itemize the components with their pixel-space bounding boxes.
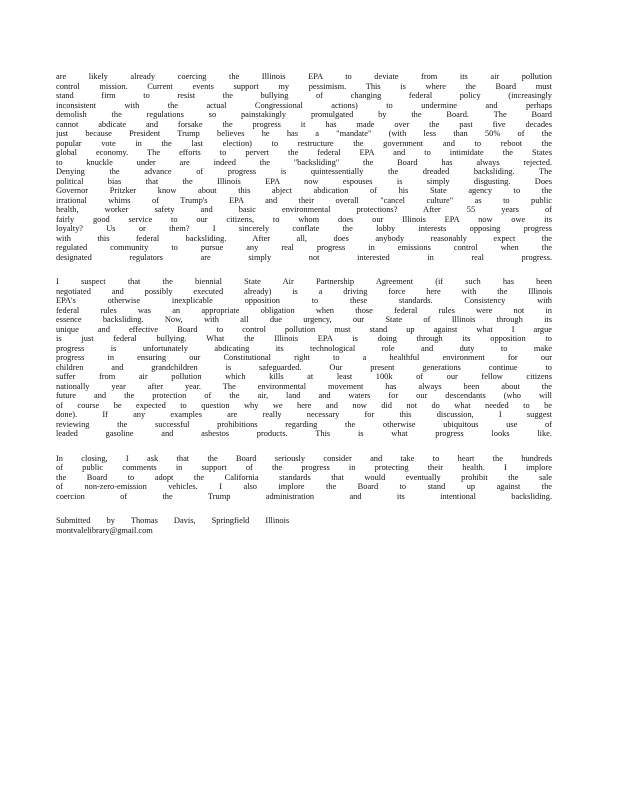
text-line: popular vote in the last election) to restructure the government and to reboot the [56, 138, 552, 148]
text-line: health, worker safety and basic environmental protections? After 55 years of [56, 205, 552, 214]
text-line: reviewing the successful prohibitions regarding the otherwise ubiquitous use of [56, 419, 552, 429]
paragraph-1 [56, 72, 552, 262]
text-line: EPA's otherwise inexplicable opposition to these standards. Consistency with [56, 296, 552, 305]
document-page [56, 72, 552, 535]
text-line: irrational whims of Trump's EPA and their overall "cancel culture" as to public [56, 195, 552, 205]
text-line: done). If any examples are really necessary for this discussion, I suggest [56, 410, 552, 419]
signature-block [56, 516, 552, 535]
text-line: stand firm to resist the bullying of changing federal policy (increasingly [56, 91, 552, 100]
text-line: the Board to adopt the California standards that would eventually prohibit the sale [56, 472, 552, 482]
text-line: just because President Trump believes he has a "mandate" (with less than 50% of the [56, 129, 552, 138]
text-line: with this federal backsliding. After all, does anybody reasonably expect the [56, 233, 552, 243]
text-line: political bias that the Illinois EPA now espouses is simply disgusting. Does [56, 176, 552, 186]
paragraph-3 [56, 454, 552, 502]
text-line: of non-zero-emission vehicles. I also implore the Board to stand up against the [56, 482, 552, 491]
text-line: of course be expected to question why we here and now did not do what needed to be [56, 400, 552, 410]
text-line: to knuckle under are indeed the "backsliding" the Board has always rejected. [56, 157, 552, 167]
text-line: children and grandchildren is safeguarded. Our present generations continue to [56, 362, 552, 372]
text-line: essence backsliding. Now, with all due urgency, our State of Illinois through its [56, 315, 552, 324]
signature-name-line: Submitted by Thomas Davis, Springfield Illinois [56, 516, 290, 525]
text-line: global economy. The efforts to pervert the federal EPA and to intimidate the States [56, 148, 552, 157]
paragraph-2 [56, 277, 552, 439]
text-line: suffer from air pollution which kills at least 100k of our fellow citizens [56, 372, 552, 381]
text-line: negotiated and possibly executed already) is a driving force here with the Illinois [56, 286, 552, 296]
text-line: coercion of the Trump administration and its intentional backsliding. [56, 491, 552, 501]
text-line: inconsistent with the actual Congressional actions) to undermine and perhaps [56, 100, 552, 110]
text-line: of public comments in support of the progress in protecting their health. I implore [56, 463, 552, 472]
text-line: In closing, I ask that the Board seriously consider and take to heart the hundreds [56, 453, 552, 463]
text-line: demolish the regulations so painstakingly promulgated by the Board. The Board [56, 110, 552, 119]
text-line: future and the protection of the air, land and waters for our descendants (who will [56, 391, 552, 400]
text-line: leaded gasoline and asbestos products. This is what progress looks like. [56, 429, 552, 438]
text-line: Governor Pritzker know about this abject abdication of his State agency to the [56, 186, 552, 195]
text-line: progress in ensuring our Constitutional right to a healthful environment for our [56, 353, 552, 362]
text-line: Denying the advance of progress is quintessentially the dreaded backsliding. The [56, 167, 552, 176]
text-line: fairly good service to our citizens, to whom does our Illinois EPA now owe its [56, 214, 552, 224]
text-line: unique and effective Board to control pollution must stand up against what I argue [56, 324, 552, 334]
text-line: cannot abdicate and forsake the progress it has made over the past five decades [56, 119, 552, 129]
text-line: I suspect that the biennial State Air Partnership Agreement (if such has been [56, 277, 552, 286]
text-line: designated regulators are simply not interested in real progress. [56, 252, 552, 262]
text-line: progress is unfortunately abdicating its technological role and duty to make [56, 343, 552, 353]
text-line: nationally year after year. The environmental movement has always been about the [56, 381, 552, 391]
text-line: are likely already coercing the Illinois EPA to deviate from its air pollution [56, 72, 552, 81]
text-line: control mission. Current events support my pessimism. This is where the Board must [56, 81, 552, 91]
signature-email[interactable]: montvalelibrary@gmail.com [56, 525, 153, 535]
text-line: regulated community to pursue any real progress in emissions control when the [56, 243, 552, 252]
text-line: is just federal bullying. What the Illinois EPA is doing through its opposition to [56, 334, 552, 343]
text-line: loyalty? Us or them? I sincerely conflate the lobby interests opposing progress [56, 224, 552, 233]
text-line: federal rules was an appropriate obligation when those federal rules were not in [56, 305, 552, 315]
